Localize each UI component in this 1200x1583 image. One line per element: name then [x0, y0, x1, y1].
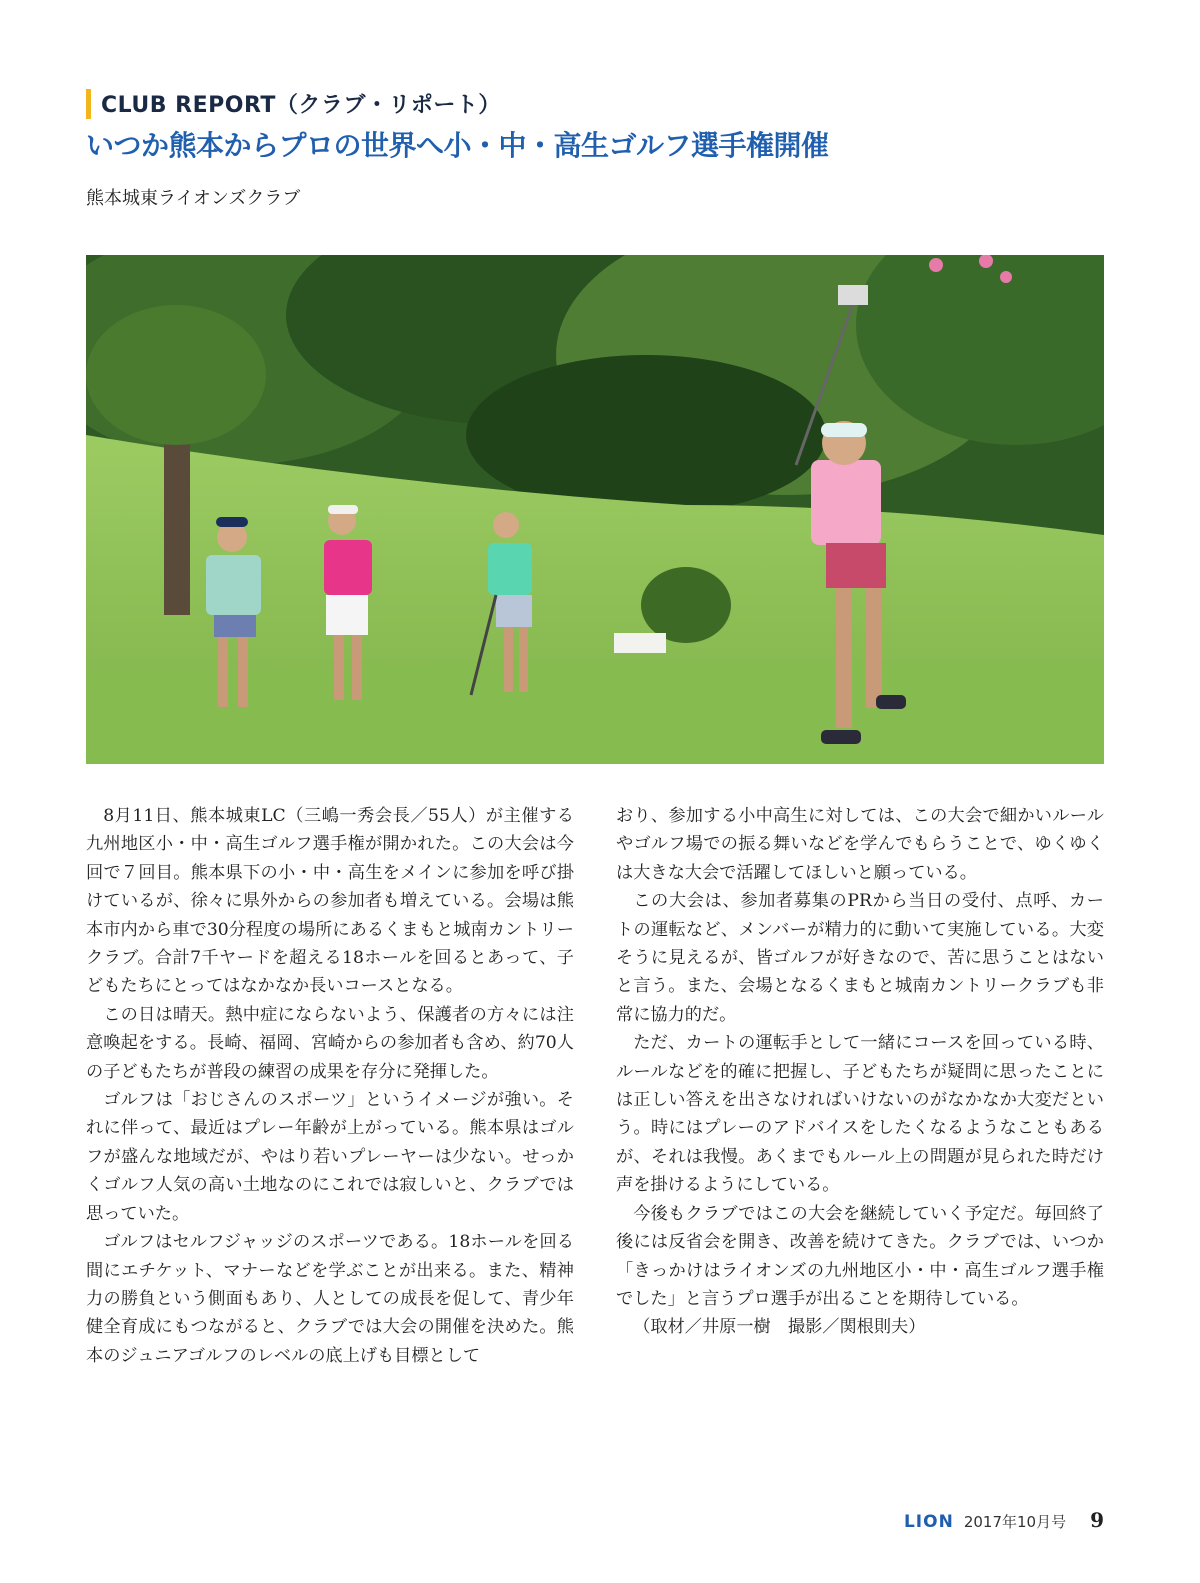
photo-credit: （取材／井原一樹 撮影／関根則夫） [633, 1317, 926, 1338]
article-column-right [616, 802, 1104, 1342]
club-name: 熊本城東ライオンズクラブ [86, 188, 301, 209]
body-paragraph: 今後もクラブではこの大会を継続していく予定だ。毎回終了後には反省会を開き、改善を続けてきた。クラブでは、いつか「きっかけはライオンズの九州地区小・中・高生ゴルフ選手権でした」と言うプロ選手が出ることを期待している。 [616, 1203, 1104, 1309]
golf-tournament-photo [86, 255, 1104, 764]
body-paragraph: ただ、カートの運転手として一緒にコースを回っている時、ルールなどを的確に把握し、子どもたちが疑問に思ったことには正しい答えを出さなければいけないのがなかなか大変だという。時にはプレーのアドバイスをしたくなるようなこともあるが、それは我慢。あくまでもルール上の問題が見られた時だけ声を掛けるようにしている。 [616, 1033, 1104, 1196]
article-column-left [86, 802, 574, 1370]
kicker-accent-bar [86, 89, 91, 119]
kicker-text: CLUB REPORT（クラブ・リポート） [101, 93, 501, 118]
golf-tournament-photo-icon [86, 255, 1104, 764]
body-paragraph: 8月11日、熊本城東LC（三嶋一秀会長／55人）が主催する九州地区小・中・高生ゴルフ選手権が開かれた。この大会は今回で７回目。熊本県下の小・中・高生をメインに参加を呼び掛けているが、徐々に県外からの参加者も増えている。会場は熊本市内から車で30分程度の場所にあるくまもと城南カントリークラブ。合計7千ヤードを超える18ホールを回るとあって、子どもたちにとってはなかなか長いコースとなる。 [86, 806, 574, 997]
body-paragraph: この日は晴天。熱中症にならないよう、保護者の方々には注意喚起をする。長崎、福岡、宮崎からの参加者も含め、約70人の子どもたちが普段の練習の成果を存分に発揮した。 [86, 1004, 574, 1082]
issue-date: 2017年10月号 [963, 1513, 1067, 1531]
body-paragraph: ゴルフはセルフジャッジのスポーツである。18ホールを回る間にエチケット、マナーなどを学ぶことが出来る。また、精神力の勝負という側面もあり、人としての成長を促して、青少年健全育成にもつながると、クラブでは大会の開催を決めた。熊本のジュニアゴルフのレベルの底上げも目標として [86, 1232, 574, 1366]
magazine-brand: LION [903, 1512, 954, 1532]
section-kicker [86, 88, 501, 119]
body-paragraph: この大会は、参加者募集のPRから当日の受付、点呼、カートの運転など、メンバーが精力的に動いて実施している。大変そうに見えるが、皆ゴルフが好きなので、苦に思うことはないと言う。また、会場となるくまもと城南カントリークラブも非常に協力的だ。 [616, 891, 1104, 1025]
page-footer [904, 1508, 1104, 1532]
body-paragraph-continuation: おり、参加する小中高生に対しては、この大会で細かいルールやゴルフ場での振る舞いなどを学んでもらうことで、ゆくゆくは大きな大会で活躍してほしいと願っている。 [616, 806, 1104, 883]
body-paragraph: ゴルフは「おじさんのスポーツ」というイメージが強い。それに伴って、最近はプレー年齢が上がっている。熊本県はゴルフが盛んな地域だが、やはり若いプレーヤーは少ない。せっかくゴルフ人気の高い土地なのにこれでは寂しいと、クラブでは思っていた。 [86, 1090, 574, 1224]
page-number: 9 [1090, 1508, 1104, 1532]
article-headline: いつか熊本からプロの世界へ小・中・高生ゴルフ選手権開催 [86, 129, 829, 162]
